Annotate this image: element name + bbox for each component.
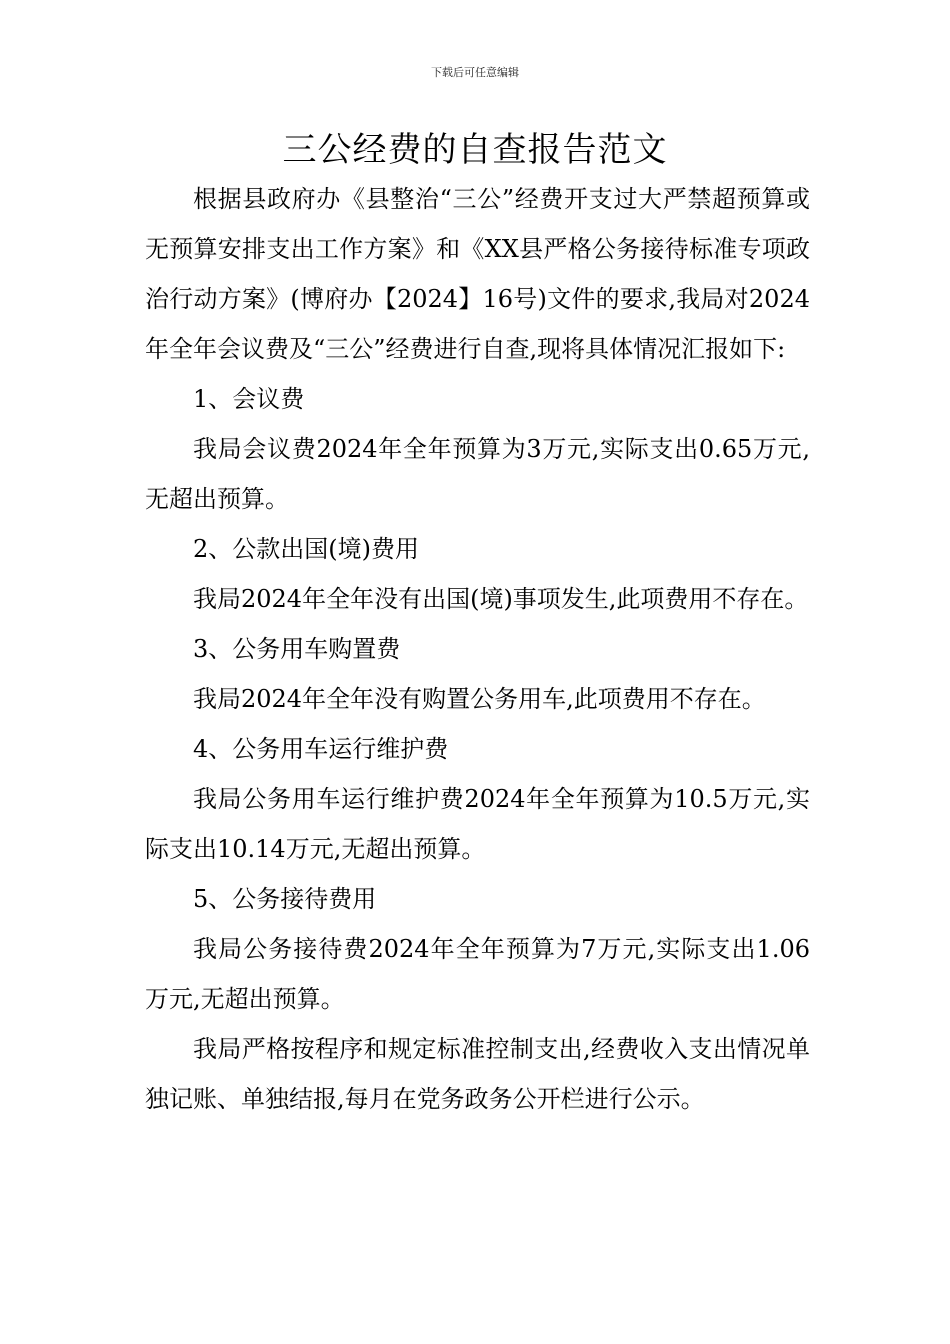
section-text-overseas-travel: 我局2024年全年没有出国(境)事项发生,此项费用不存在。 [193,585,809,613]
section-heading-meeting-fee: 1、会议费 [193,385,305,413]
section-text-vehicle-maintenance: 我局公务用车运行维护费2024年全年预算为10.5万元,实际支出10.14万元,无超出预算。 [145,785,810,863]
section-text-meeting-fee: 我局会议费2024年全年预算为3万元,实际支出0.65万元,无超出预算。 [145,435,810,513]
closing-paragraph: 我局严格按程序和规定标准控制支出,经费收入支出情况单独记账、单独结报,每月在党务政务公开栏进行公示。 [145,1035,810,1113]
section-heading-vehicle-maintenance: 4、公务用车运行维护费 [193,735,449,763]
header-note: 下载后可任意编辑 [431,66,519,79]
document-body [145,174,810,1124]
section-heading-reception: 5、公务接待费用 [193,885,377,913]
section-text-vehicle-purchase: 我局2024年全年没有购置公务用车,此项费用不存在。 [193,685,766,713]
intro-paragraph: 根据县政府办《县整治“三公”经费开支过大严禁超预算或无预算安排支出工作方案》和《XX县严格公务接待标准专项政治行动方案》(博府办【2024】16号)文件的要求,我局对2024年全年会议费及“三公”经费进行自查,现将具体情况汇报如下: [145,185,810,363]
document-title: 三公经费的自查报告范文 [282,130,668,170]
section-heading-overseas-travel: 2、公款出国(境)费用 [193,535,419,563]
section-heading-vehicle-purchase: 3、公务用车购置费 [193,635,401,663]
section-text-reception: 我局公务接待费2024年全年预算为7万元,实际支出1.06万元,无超出预算。 [145,935,810,1013]
